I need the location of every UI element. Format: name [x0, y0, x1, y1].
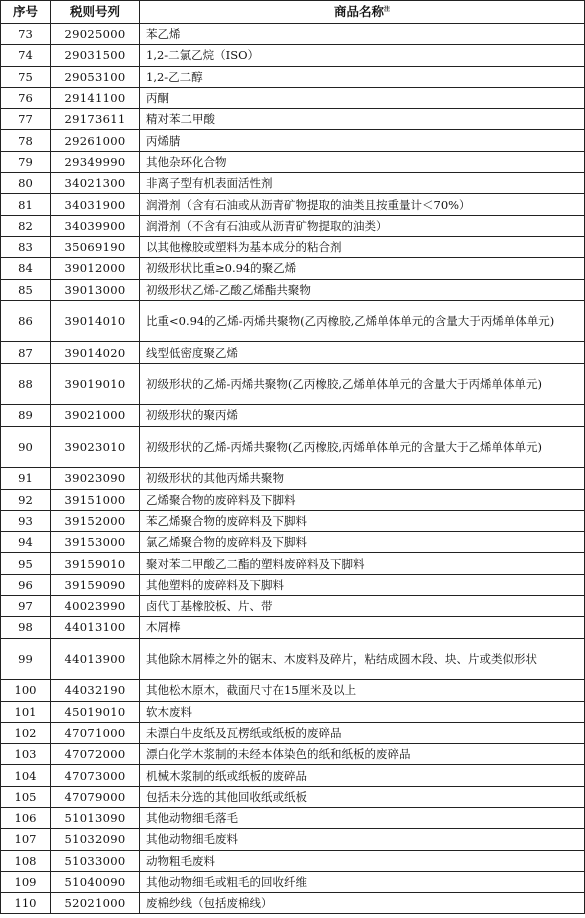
- table-row: [1, 489, 585, 510]
- table-row: [1, 151, 585, 172]
- row-commodity-name: 丙酮: [140, 87, 585, 108]
- row-tariff-code: 34021300: [51, 173, 140, 194]
- row-tariff-code: 45019010: [51, 701, 140, 722]
- row-index: 77: [1, 109, 51, 130]
- table-row: [1, 173, 585, 194]
- row-tariff-code: 39023010: [51, 426, 140, 468]
- table-row: [1, 426, 585, 468]
- row-commodity-name: 其他松木原木，截面尺寸在15厘米及以上: [140, 680, 585, 701]
- row-commodity-name: 动物粗毛废料: [140, 850, 585, 871]
- row-index: 80: [1, 173, 51, 194]
- row-commodity-name: 乙烯聚合物的废碎料及下脚料: [140, 489, 585, 510]
- row-index: 79: [1, 151, 51, 172]
- row-commodity-name: 卤代丁基橡胶板、片、带: [140, 596, 585, 617]
- table-row: [1, 850, 585, 871]
- table-row: [1, 701, 585, 722]
- row-tariff-code: 29141100: [51, 87, 140, 108]
- row-tariff-code: 51013090: [51, 807, 140, 828]
- row-commodity-name: 比重<0.94的乙烯-丙烯共聚物(乙丙橡胶,乙烯单体单元的含量大于丙烯单体单元): [140, 300, 585, 342]
- row-commodity-name: 包括未分选的其他回收纸或纸板: [140, 786, 585, 807]
- row-tariff-code: 39014020: [51, 342, 140, 363]
- table-row: [1, 45, 585, 66]
- row-index: 76: [1, 87, 51, 108]
- row-index: 94: [1, 532, 51, 553]
- row-tariff-code: 44013100: [51, 617, 140, 638]
- row-tariff-code: 39021000: [51, 405, 140, 426]
- row-index: 108: [1, 850, 51, 871]
- row-commodity-name: 1,2-二氯乙烷（ISO）: [140, 45, 585, 66]
- table-row: [1, 24, 585, 45]
- row-index: 87: [1, 342, 51, 363]
- row-tariff-code: 51032090: [51, 829, 140, 850]
- row-tariff-code: 29025000: [51, 24, 140, 45]
- row-tariff-code: 39151000: [51, 489, 140, 510]
- row-tariff-code: 39159090: [51, 574, 140, 595]
- row-index: 96: [1, 574, 51, 595]
- row-index: 99: [1, 638, 51, 680]
- row-tariff-code: 44032190: [51, 680, 140, 701]
- row-index: 83: [1, 236, 51, 257]
- row-tariff-code: 47073000: [51, 765, 140, 786]
- row-tariff-code: 47079000: [51, 786, 140, 807]
- header-tariff-code: 税则号列: [51, 1, 140, 24]
- row-commodity-name: 初级形状的乙烯-丙烯共聚物(乙丙橡胶,丙烯单体单元的含量大于乙烯单体单元): [140, 426, 585, 468]
- row-tariff-code: 35069190: [51, 236, 140, 257]
- row-commodity-name: 线型低密度聚乙烯: [140, 342, 585, 363]
- row-index: 97: [1, 596, 51, 617]
- row-index: 107: [1, 829, 51, 850]
- row-commodity-name: 未漂白牛皮纸及瓦楞纸或纸板的废碎品: [140, 722, 585, 743]
- row-commodity-name: 初级形状比重≥0.94的聚乙烯: [140, 258, 585, 279]
- row-commodity-name: 精对苯二甲酸: [140, 109, 585, 130]
- table-row: [1, 342, 585, 363]
- row-index: 102: [1, 722, 51, 743]
- table-row: [1, 532, 585, 553]
- header-commodity-name: [140, 1, 585, 24]
- row-index: 110: [1, 893, 51, 914]
- row-commodity-name: 废棉纱线（包括废棉线）: [140, 893, 585, 914]
- table-row: [1, 765, 585, 786]
- row-tariff-code: 39013000: [51, 279, 140, 300]
- row-index: 82: [1, 215, 51, 236]
- table-row: [1, 574, 585, 595]
- row-tariff-code: 40023990: [51, 596, 140, 617]
- row-index: 95: [1, 553, 51, 574]
- table-row: [1, 130, 585, 151]
- row-index: 103: [1, 744, 51, 765]
- row-tariff-code: 47072000: [51, 744, 140, 765]
- row-commodity-name: 非离子型有机表面活性剂: [140, 173, 585, 194]
- row-commodity-name: 苯乙烯: [140, 24, 585, 45]
- row-tariff-code: 39019010: [51, 363, 140, 405]
- row-tariff-code: 34039900: [51, 215, 140, 236]
- row-tariff-code: 39152000: [51, 510, 140, 531]
- header-commodity-name-label: 商品名称: [333, 4, 384, 19]
- row-tariff-code: 29349990: [51, 151, 140, 172]
- row-commodity-name: 丙烯腈: [140, 130, 585, 151]
- table-row: [1, 194, 585, 215]
- table-row: [1, 87, 585, 108]
- table-row: [1, 215, 585, 236]
- table-row: [1, 468, 585, 489]
- table-row: [1, 405, 585, 426]
- table-row: [1, 638, 585, 680]
- row-index: 106: [1, 807, 51, 828]
- row-tariff-code: 44013900: [51, 638, 140, 680]
- row-index: 92: [1, 489, 51, 510]
- table-row: [1, 553, 585, 574]
- table-row: [1, 722, 585, 743]
- table-row: [1, 66, 585, 87]
- row-index: 78: [1, 130, 51, 151]
- row-tariff-code: 39023090: [51, 468, 140, 489]
- row-index: 74: [1, 45, 51, 66]
- row-commodity-name: 漂白化学木浆制的未经本体染色的纸和纸板的废碎品: [140, 744, 585, 765]
- row-tariff-code: 39159010: [51, 553, 140, 574]
- table-row: [1, 258, 585, 279]
- table-row: [1, 680, 585, 701]
- row-commodity-name: 机械木浆制的纸或纸板的废碎品: [140, 765, 585, 786]
- table-row: [1, 807, 585, 828]
- header-index: 序号: [1, 1, 51, 24]
- row-index: 91: [1, 468, 51, 489]
- row-commodity-name: 润滑剂（不含有石油或从沥青矿物提取的油类）: [140, 215, 585, 236]
- row-commodity-name: 其他动物细毛或粗毛的回收纤维: [140, 871, 585, 892]
- row-tariff-code: 39012000: [51, 258, 140, 279]
- row-commodity-name: 氯乙烯聚合物的废碎料及下脚料: [140, 532, 585, 553]
- table-row: [1, 786, 585, 807]
- row-commodity-name: 其他除木屑棒之外的锯末、木废料及碎片，粘结成圆木段、块、片或类似形状: [140, 638, 585, 680]
- row-commodity-name: 润滑剂（含有石油或从沥青矿物提取的油类且按重量计＜70%）: [140, 194, 585, 215]
- row-tariff-code: 29031500: [51, 45, 140, 66]
- row-commodity-name: 木屑棒: [140, 617, 585, 638]
- row-commodity-name: 聚对苯二甲酸乙二酯的塑料废碎料及下脚料: [140, 553, 585, 574]
- row-index: 101: [1, 701, 51, 722]
- table-row: [1, 871, 585, 892]
- row-index: 105: [1, 786, 51, 807]
- table-row: [1, 893, 585, 914]
- row-commodity-name: 初级形状乙烯-乙酸乙烯酯共聚物: [140, 279, 585, 300]
- row-index: 88: [1, 363, 51, 405]
- row-commodity-name: 以其他橡胶或塑料为基本成分的粘合剂: [140, 236, 585, 257]
- table-row: [1, 510, 585, 531]
- row-commodity-name: 初级形状的乙烯-丙烯共聚物(乙丙橡胶,乙烯单体单元的含量大于丙烯单体单元): [140, 363, 585, 405]
- row-tariff-code: 29261000: [51, 130, 140, 151]
- table-row: [1, 829, 585, 850]
- row-index: 109: [1, 871, 51, 892]
- row-index: 75: [1, 66, 51, 87]
- row-commodity-name: 初级形状的其他丙烯共聚物: [140, 468, 585, 489]
- row-tariff-code: 34031900: [51, 194, 140, 215]
- row-tariff-code: 47071000: [51, 722, 140, 743]
- row-index: 93: [1, 510, 51, 531]
- row-commodity-name: 其他塑料的废碎料及下脚料: [140, 574, 585, 595]
- table-row: [1, 596, 585, 617]
- row-index: 85: [1, 279, 51, 300]
- row-commodity-name: 软木废料: [140, 701, 585, 722]
- row-index: 86: [1, 300, 51, 342]
- table-row: [1, 279, 585, 300]
- row-index: 98: [1, 617, 51, 638]
- row-index: 84: [1, 258, 51, 279]
- table-row: [1, 109, 585, 130]
- row-index: 89: [1, 405, 51, 426]
- table-row: [1, 617, 585, 638]
- row-tariff-code: 51033000: [51, 850, 140, 871]
- table-row: [1, 363, 585, 405]
- row-index: 90: [1, 426, 51, 468]
- row-commodity-name: 1,2-乙二醇: [140, 66, 585, 87]
- row-tariff-code: 52021000: [51, 893, 140, 914]
- row-index: 100: [1, 680, 51, 701]
- table-header-row: [1, 1, 585, 24]
- row-commodity-name: 其他动物细毛落毛: [140, 807, 585, 828]
- table-row: [1, 236, 585, 257]
- row-commodity-name: 其他杂环化合物: [140, 151, 585, 172]
- table-row: [1, 300, 585, 342]
- table-row: [1, 744, 585, 765]
- row-tariff-code: 29053100: [51, 66, 140, 87]
- row-tariff-code: 39014010: [51, 300, 140, 342]
- header-note-mark: 注: [384, 5, 391, 13]
- row-commodity-name: 其他动物细毛废料: [140, 829, 585, 850]
- row-tariff-code: 29173611: [51, 109, 140, 130]
- row-tariff-code: 39153000: [51, 532, 140, 553]
- row-commodity-name: 苯乙烯聚合物的废碎料及下脚料: [140, 510, 585, 531]
- row-index: 81: [1, 194, 51, 215]
- row-index: 73: [1, 24, 51, 45]
- row-tariff-code: 51040090: [51, 871, 140, 892]
- row-commodity-name: 初级形状的聚丙烯: [140, 405, 585, 426]
- row-index: 104: [1, 765, 51, 786]
